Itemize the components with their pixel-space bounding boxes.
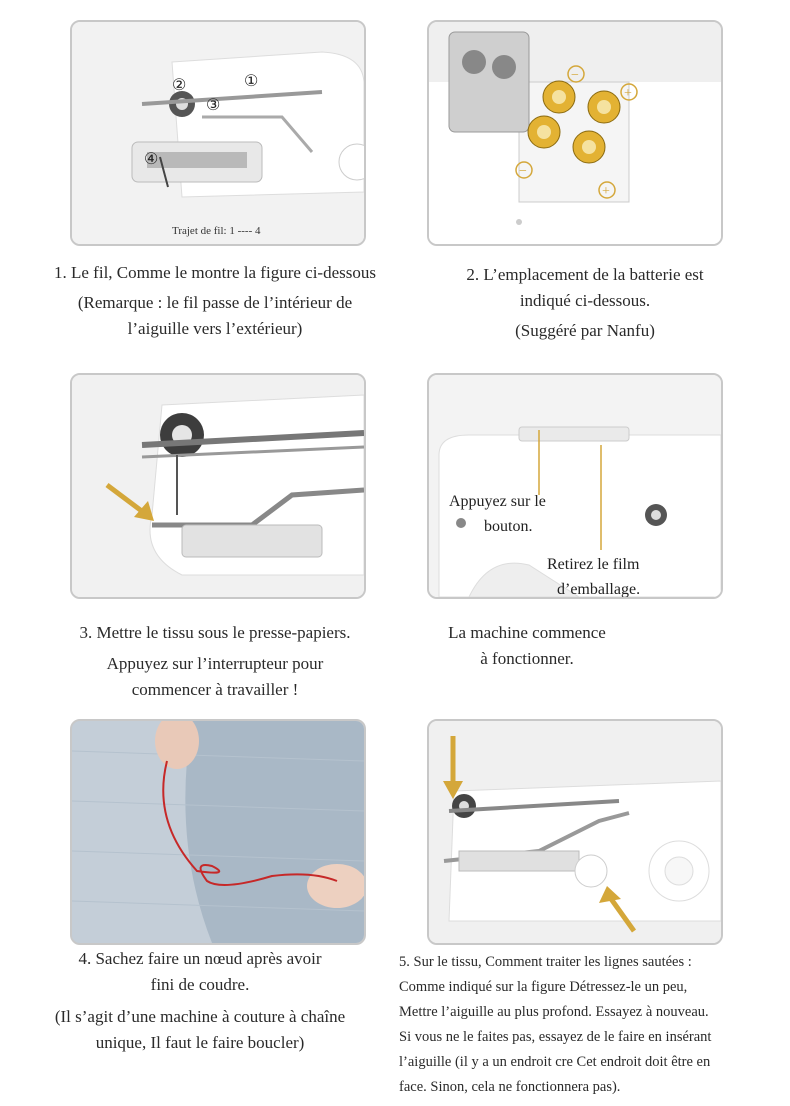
caption-5: 4. Sachez faire un nœud après avoir fini de coudre. (Il s’agit d’une machine à couture à chaîne unique, Il faut le faire boucler) [54,949,346,1052]
marker-2: ② [172,77,187,94]
thread-route-label: Trajet de fil: 1 ---- 4 [172,225,261,237]
remove-film-label-1: Retirez le film [547,556,640,573]
image-power-switch [427,373,723,599]
minus-sign-2: − [519,164,527,179]
marker-3: ③ [206,97,221,114]
press-button-label-2: bouton. [484,518,533,535]
plus-sign-1: + [624,86,632,101]
image-battery-compartment [427,20,723,246]
image-needle-depth [427,719,723,945]
marker-1: ① [244,73,259,90]
image-threading-route [70,20,366,246]
press-button-label-1: Appuyez sur le [449,493,546,510]
caption-4: La machine commence à fonctionner. [448,623,606,668]
marker-4: ④ [144,151,159,168]
caption-6: 5. Sur le tissu, Comment traiter les lignes sautées : Comme indiqué sur la figure Détressez-le un peu, Mettre l’aiguille au plus profond. Essayez à nouveau. Si vous ne le faites pas, essayez de le faire en insérant l’aiguille (il y a un endroit cre Cet endroit doit être en face. Sinon, cela ne fonctionnera pas). [399,954,712,1095]
minus-sign-1: − [571,68,579,83]
image-knot-fabric [70,719,366,945]
caption-3: 3. Mettre le tissu sous le presse-papiers. Appuyez sur l’interrupteur pour commencer à travailler ! [79,623,351,699]
image-presser-foot [70,373,366,599]
caption-2: 2. L’emplacement de la batterie est indiqué ci-dessous. (Suggéré par Nanfu) [466,265,704,340]
plus-sign-2: + [602,184,610,199]
remove-film-label-2: d’emballage. [557,581,641,597]
caption-1: 1. Le fil, Comme le montre la figure ci-dessous (Remarque : le fil passe de l’intérieur de l’aiguille vers l’extérieur) [54,263,376,338]
